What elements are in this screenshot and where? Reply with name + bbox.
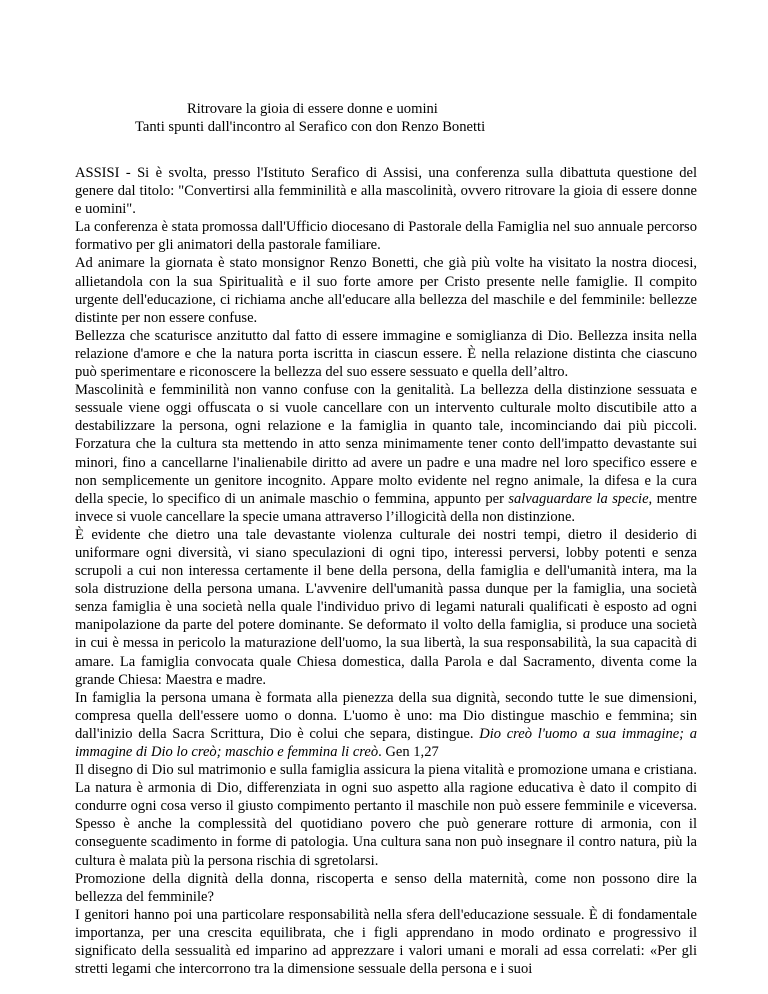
text-run: . Gen 1,27 <box>378 744 439 760</box>
paragraph <box>75 526 697 689</box>
paragraph <box>75 381 697 526</box>
scripture-quote: Dio creò l'uomo a sua immagine; a immagine di Dio lo creò; maschio e femmina li creò <box>75 725 697 760</box>
title-block <box>0 100 768 136</box>
paragraph <box>75 761 697 870</box>
text-run: , mentre invece si vuole cancellare la specie umana attraverso l’illogicità della non distinzione. <box>75 490 697 525</box>
italic-phrase: salvaguardare la specie <box>508 490 649 507</box>
paragraph <box>75 164 697 218</box>
paragraph <box>75 689 697 761</box>
text-run: Mascolinità e femminilità non vanno confuse con la genitalità. La bellezza della distinzione sessuata e sessuale viene oggi offuscata o si vuole cancellare con un intervento culturale molto discutibile atto a destabilizzare la persona, ogni relazione e la famiglia in quanto tale, incominciando dai più piccoli. Forzatura che la cultura sta mettendo in atto senza minimamente tener conto dell'impatto devastante sui minori, fino a cancellarne l'inalienabile diritto ad avere un padre e una madre nel loro specifico essere e non semplicemente un genitore incognito. Appare molto evidente nel regno animale, la difesa e la cura della specie, lo specifico di un animale maschio o femmina, appunto per <box>75 382 697 507</box>
article-body <box>75 164 697 978</box>
paragraph <box>75 906 697 978</box>
text-run: Promozione della dignità della donna, riscoperta e senso della maternità, come non possono dire la bellezza del femminile? <box>75 870 697 905</box>
document-subtitle: Tanti spunti dall'incontro al Serafico con don Renzo Bonetti <box>135 119 486 135</box>
text-run: La conferenza è stata promossa dall'Ufficio diocesano di Pastorale della Famiglia nel suo annuale percorso formativo per gli animatori della pastorale familiare. <box>75 219 697 254</box>
text-run: In famiglia la persona umana è formata alla pienezza della sua dignità, secondo tutte le sue dimensioni, compresa quella dell'essere uomo o donna. L'uomo è uno: ma Dio distingue maschio e femmina; sin dall'inizio della Sacra Scrittura, Dio è colui che separa, distingue. <box>75 689 697 742</box>
paragraph <box>75 254 697 326</box>
text-run: È evidente che dietro una tale devastante violenza culturale dei nostri tempi, dietro il desiderio di uniformare ogni diversità, vi siano speculazioni di ogni tipo, interessi perversi, lobby potenti e senza scrupoli a cui non interessa certamente il bene della persona, della famiglia e dell'umanità intera, ma la sola distruzione della persona umana. L'avvenire dell'umanità passa dunque per la famiglia, una società senza famiglia è una società nella quale l'individuo privo di legami naturali qualificati è esposto ad ogni manipolazione da parte del potere dominante. Se deformato il volto della famiglia, si produce una società in cui è messa in pericolo la maturazione dell'uomo, la sua libertà, la sua responsabilità, la sua capacità di amare. La famiglia convocata quale Chiesa domestica, dalla Parola e dal Sacramento, diventa come la grande Chiesa: Maestra e madre. <box>75 526 697 688</box>
paragraph <box>75 870 697 906</box>
text-run: ASSISI - Si è svolta, presso l'Istituto Serafico di Assisi, una conferenza sulla dibattuta questione del genere dal titolo: "Convertirsi alla femminilità e alla mascolinità, ovvero ritrovare la gioia di essere donne e uomini". <box>75 165 697 218</box>
text-run: Il disegno di Dio sul matrimonio e sulla famiglia assicura la piena vitalità e promozione umana e cristiana. La natura è armonia di Dio, differenziata in ogni suo aspetto alla ragione educativa è dato il compito di condurre ogni cosa verso il giusto compimento pertanto il maschile non può essere femminile e viceversa. Spesso è anche la complessità del quotidiano povero che può generare rotture di armonia, con il conseguente scadimento in forme di patologia. Una cultura sana non può insegnare il contro natura, più la cultura è malata più la persona rischia di sgretolarsi. <box>75 762 697 869</box>
document-title: Ritrovare la gioia di essere donne e uomini <box>187 101 438 117</box>
text-run: Ad animare la giornata è stato monsignor Renzo Bonetti, che già più volte ha visitato la nostra diocesi, allietandola con la sua Spiritualità e il suo forte amore per Cristo presente nelle famiglie. Il compito urgente dell'educazione, ci richiama anche all'educare alla bellezza del maschile e del femminile: bellezze distinte per non essere confuse. <box>75 255 697 326</box>
text-run: I genitori hanno poi una particolare responsabilità nella sfera dell'educazione sessuale. È di fondamentale importanza, per una crescita equilibrata, che i figli apprendano in modo ordinato e progressivo il significato della sessualità ed imparino ad apprezzare i valori umani e morali ad essa correlati: «Per gli stretti legami che intercorrono tra la dimensione sessuale della persona e i suoi <box>75 906 697 978</box>
text-run: Bellezza che scaturisce anzitutto dal fatto di essere immagine e somiglianza di Dio. Bellezza insita nella relazione d'amore e che la natura porta iscritta in ciascun essere. È nella relazione distinta che ciascuno può sperimentare e riconoscere la bellezza del suo essere sessuato e quella dell’altro. <box>75 327 697 381</box>
paragraph <box>75 327 697 381</box>
paragraph <box>75 218 697 254</box>
